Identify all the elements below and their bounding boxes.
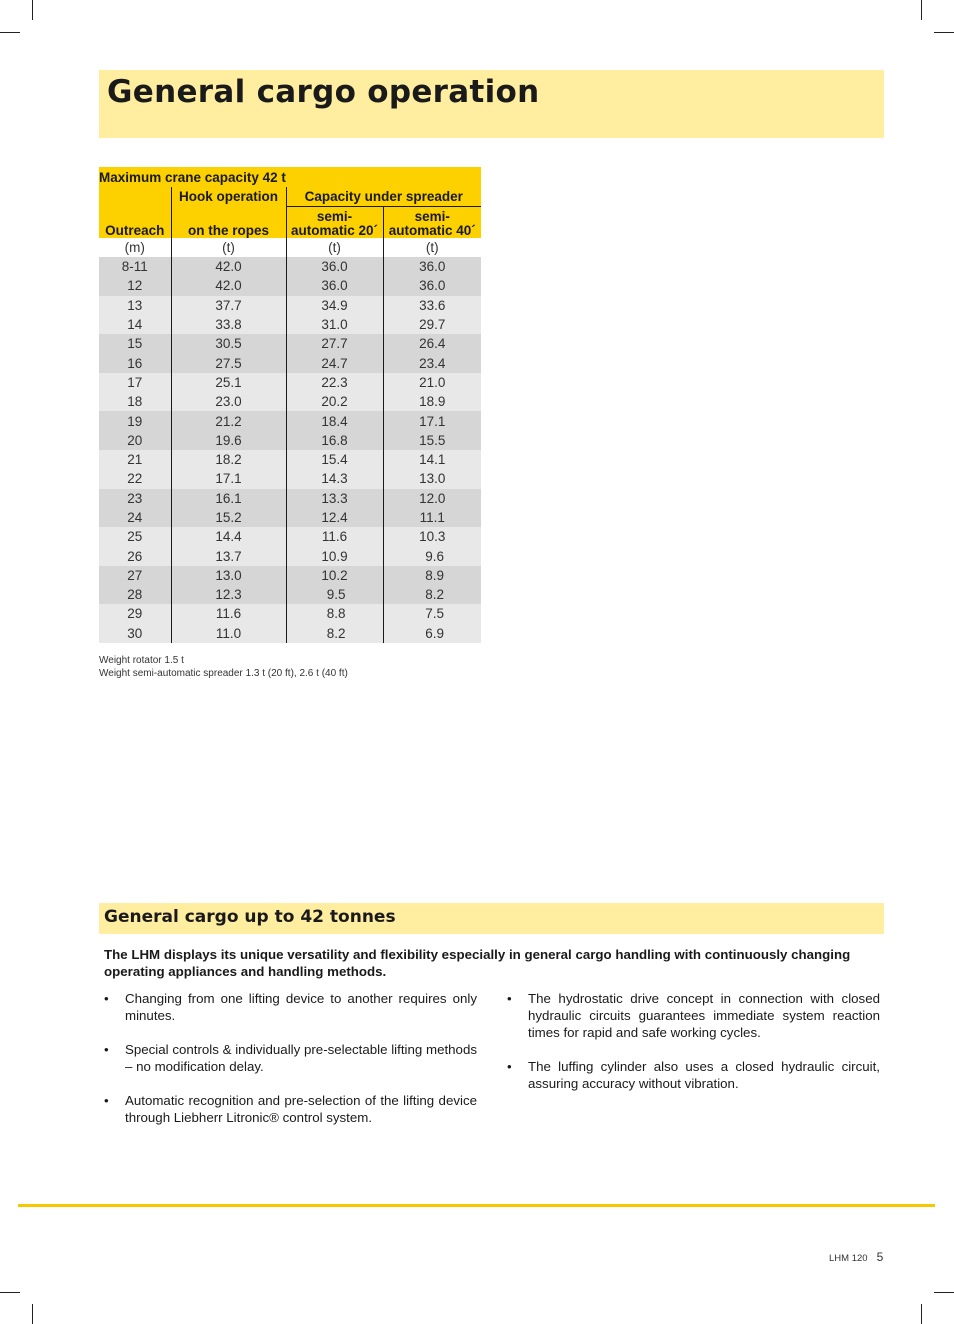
table-cell: 9.6 bbox=[383, 546, 481, 565]
bullet-list-right bbox=[507, 990, 880, 1109]
table-cell: 26 bbox=[99, 546, 171, 565]
bullet-icon: • bbox=[104, 1093, 109, 1108]
table-row bbox=[99, 566, 481, 585]
footer bbox=[829, 1250, 883, 1264]
bullet-item bbox=[507, 1058, 880, 1092]
table-cell: 20 bbox=[99, 431, 171, 450]
section-title: General cargo up to 42 tonnes bbox=[104, 907, 396, 927]
table-cell: 28 bbox=[99, 585, 171, 604]
table-cell: 18.2 bbox=[171, 450, 286, 469]
bullet-text: The hydrostatic drive concept in connection with closed hydraulic circuits guarantees immediate system reaction times for rapid and safe working cycles. bbox=[528, 991, 880, 1040]
crop-mark bbox=[921, 0, 922, 20]
table-row bbox=[99, 392, 481, 411]
table-cell: 33.8 bbox=[171, 315, 286, 334]
crop-mark bbox=[0, 32, 20, 33]
table-cell: 17 bbox=[99, 373, 171, 392]
table-cell: 36.0 bbox=[383, 257, 481, 276]
table-row bbox=[99, 527, 481, 546]
bullet-text: The luffing cylinder also uses a closed hydraulic circuit, assuring accuracy without vibration. bbox=[528, 1059, 880, 1091]
table-cell: 29 bbox=[99, 604, 171, 623]
table-cell: 12.4 bbox=[286, 508, 383, 527]
table-row bbox=[99, 411, 481, 430]
table-cell: 13.0 bbox=[383, 469, 481, 488]
table-cell: 27.7 bbox=[286, 334, 383, 353]
table-cell: 26.4 bbox=[383, 334, 481, 353]
table-cell: 19 bbox=[99, 411, 171, 430]
table-cell: 10.3 bbox=[383, 527, 481, 546]
table-cell: 23.4 bbox=[383, 353, 481, 372]
table-cell: 12.0 bbox=[383, 489, 481, 508]
bullet-text: Changing from one lifting device to another requires only minutes. bbox=[125, 991, 477, 1023]
table-cell: 23.0 bbox=[171, 392, 286, 411]
table-cell: 22.3 bbox=[286, 373, 383, 392]
table-cell: 15.4 bbox=[286, 450, 383, 469]
table-cell: 6.9 bbox=[383, 624, 481, 643]
table-cell: 11.6 bbox=[286, 527, 383, 546]
table-cell: 17.1 bbox=[171, 469, 286, 488]
table-cell: 37.7 bbox=[171, 296, 286, 315]
table-cell: 29.7 bbox=[383, 315, 481, 334]
table-row bbox=[99, 469, 481, 488]
unit-cell: (t) bbox=[171, 238, 286, 257]
table-cell: 15.5 bbox=[383, 431, 481, 450]
table-header-row bbox=[99, 187, 481, 207]
bullet-icon: • bbox=[507, 1059, 512, 1074]
table-row bbox=[99, 489, 481, 508]
table-cell: 27 bbox=[99, 566, 171, 585]
table-cell: 14.1 bbox=[383, 450, 481, 469]
footer-model: LHM 120 bbox=[829, 1253, 868, 1264]
table-cell: 18.9 bbox=[383, 392, 481, 411]
table-row bbox=[99, 604, 481, 623]
table-cell: 8.8 bbox=[286, 604, 383, 623]
table-cell: 21.2 bbox=[171, 411, 286, 430]
table-row bbox=[99, 315, 481, 334]
header-capacity-spreader: Capacity under spreader bbox=[286, 187, 481, 207]
table-cell: 24 bbox=[99, 508, 171, 527]
table-cell: 27.5 bbox=[171, 353, 286, 372]
bullet-text: Automatic recognition and pre-selection of the lifting device through Liebherr Litronic® control system. bbox=[125, 1093, 477, 1125]
crop-mark bbox=[0, 1292, 20, 1293]
header-blank bbox=[99, 187, 171, 207]
table-cell: 16.8 bbox=[286, 431, 383, 450]
table-row bbox=[99, 353, 481, 372]
table-row bbox=[99, 257, 481, 276]
table-cell: 16.1 bbox=[171, 489, 286, 508]
table-cell: 15 bbox=[99, 334, 171, 353]
header-on-the-ropes: on the ropes bbox=[171, 207, 286, 239]
bullet-text: Special controls & individually pre-selectable lifting methods – no modification delay. bbox=[125, 1042, 477, 1074]
table-cell: 8.2 bbox=[383, 585, 481, 604]
crop-mark bbox=[32, 1304, 33, 1324]
table-cell: 36.0 bbox=[286, 276, 383, 295]
bullet-item bbox=[104, 1041, 477, 1075]
note-line: Weight rotator 1.5 t bbox=[99, 655, 184, 666]
table-cell: 18.4 bbox=[286, 411, 383, 430]
page-title: General cargo operation bbox=[107, 74, 540, 110]
table-row bbox=[99, 296, 481, 315]
table-cell: 14.4 bbox=[171, 527, 286, 546]
table-cell: 13.0 bbox=[171, 566, 286, 585]
note-line: Weight semi-automatic spreader 1.3 t (20 ft), 2.6 t (40 ft) bbox=[99, 668, 348, 679]
bullet-item bbox=[104, 990, 477, 1024]
table-cell: 31.0 bbox=[286, 315, 383, 334]
capacity-table bbox=[99, 167, 481, 643]
table-cell: 21 bbox=[99, 450, 171, 469]
table-cell: 25 bbox=[99, 527, 171, 546]
units-row bbox=[99, 238, 481, 257]
table-cell: 20.2 bbox=[286, 392, 383, 411]
table-subheader-row bbox=[99, 207, 481, 239]
page-number: 5 bbox=[876, 1250, 884, 1264]
table-cell: 19.6 bbox=[171, 431, 286, 450]
table-cell: 30 bbox=[99, 624, 171, 643]
table-cell: 8-11 bbox=[99, 257, 171, 276]
table-cell: 10.2 bbox=[286, 566, 383, 585]
title-band bbox=[99, 70, 884, 138]
table-cell: 15.2 bbox=[171, 508, 286, 527]
table-cell: 14.3 bbox=[286, 469, 383, 488]
table-row bbox=[99, 373, 481, 392]
table-row bbox=[99, 431, 481, 450]
footer-rule bbox=[18, 1204, 935, 1207]
table-cell: 34.9 bbox=[286, 296, 383, 315]
table-cell: 36.0 bbox=[286, 257, 383, 276]
bullet-item bbox=[507, 990, 880, 1041]
table-row bbox=[99, 508, 481, 527]
bullet-icon: • bbox=[104, 1042, 109, 1057]
unit-cell: (m) bbox=[99, 238, 171, 257]
table-row bbox=[99, 624, 481, 643]
table-cell: 17.1 bbox=[383, 411, 481, 430]
table-cell: 13.7 bbox=[171, 546, 286, 565]
header-outreach: Outreach bbox=[105, 223, 165, 238]
crop-mark bbox=[934, 32, 954, 33]
table-row bbox=[99, 546, 481, 565]
header-semi-40 bbox=[383, 207, 481, 239]
table-cell: 36.0 bbox=[383, 276, 481, 295]
table-cell: 11.6 bbox=[171, 604, 286, 623]
table-cell: 14 bbox=[99, 315, 171, 334]
table-caption: Maximum crane capacity 42 t bbox=[99, 169, 286, 185]
header-semi-40-line2: automatic 40´ bbox=[388, 223, 476, 238]
table-cell: 12.3 bbox=[171, 585, 286, 604]
table-cell: 10.9 bbox=[286, 546, 383, 565]
table-cell: 22 bbox=[99, 469, 171, 488]
table-cell: 30.5 bbox=[171, 334, 286, 353]
table-cell: 42.0 bbox=[171, 257, 286, 276]
header-semi-20 bbox=[286, 207, 383, 239]
table-caption-row bbox=[99, 167, 481, 187]
table-cell: 23 bbox=[99, 489, 171, 508]
table-cell: 7.5 bbox=[383, 604, 481, 623]
crop-mark bbox=[934, 1292, 954, 1293]
table-notes bbox=[99, 654, 348, 680]
table-cell: 13.3 bbox=[286, 489, 383, 508]
table-cell: 13 bbox=[99, 296, 171, 315]
subtitle-band bbox=[99, 903, 884, 934]
header-hook-operation: Hook operation bbox=[171, 187, 286, 207]
table-cell: 9.5 bbox=[286, 585, 383, 604]
bullet-icon: • bbox=[104, 991, 109, 1006]
crop-mark bbox=[32, 0, 33, 20]
table-cell: 33.6 bbox=[383, 296, 481, 315]
table-cell: 21.0 bbox=[383, 373, 481, 392]
table-cell: 18 bbox=[99, 392, 171, 411]
table-row bbox=[99, 276, 481, 295]
table-row bbox=[99, 334, 481, 353]
table-cell: 12 bbox=[99, 276, 171, 295]
header-semi-20-line1: semi- bbox=[316, 209, 353, 224]
header-semi-20-line2: automatic 20´ bbox=[290, 223, 379, 238]
table-cell: 25.1 bbox=[171, 373, 286, 392]
table-cell: 11.0 bbox=[171, 624, 286, 643]
table-cell: 8.2 bbox=[286, 624, 383, 643]
bullet-icon: • bbox=[507, 991, 512, 1006]
bullet-item bbox=[104, 1092, 477, 1126]
unit-cell: (t) bbox=[383, 238, 481, 257]
table-row bbox=[99, 450, 481, 469]
table-cell: 24.7 bbox=[286, 353, 383, 372]
table-cell: 8.9 bbox=[383, 566, 481, 585]
intro-paragraph: The LHM displays its unique versatility and flexibility especially in general cargo handling with continuously changing operating appliances and handling methods. bbox=[104, 947, 851, 979]
table-cell: 11.1 bbox=[383, 508, 481, 527]
table-cell: 42.0 bbox=[171, 276, 286, 295]
crop-mark bbox=[921, 1304, 922, 1324]
table-row bbox=[99, 585, 481, 604]
bullet-list-left bbox=[104, 990, 477, 1143]
header-semi-40-line1: semi- bbox=[414, 209, 450, 224]
table-cell: 16 bbox=[99, 353, 171, 372]
unit-cell: (t) bbox=[286, 238, 383, 257]
